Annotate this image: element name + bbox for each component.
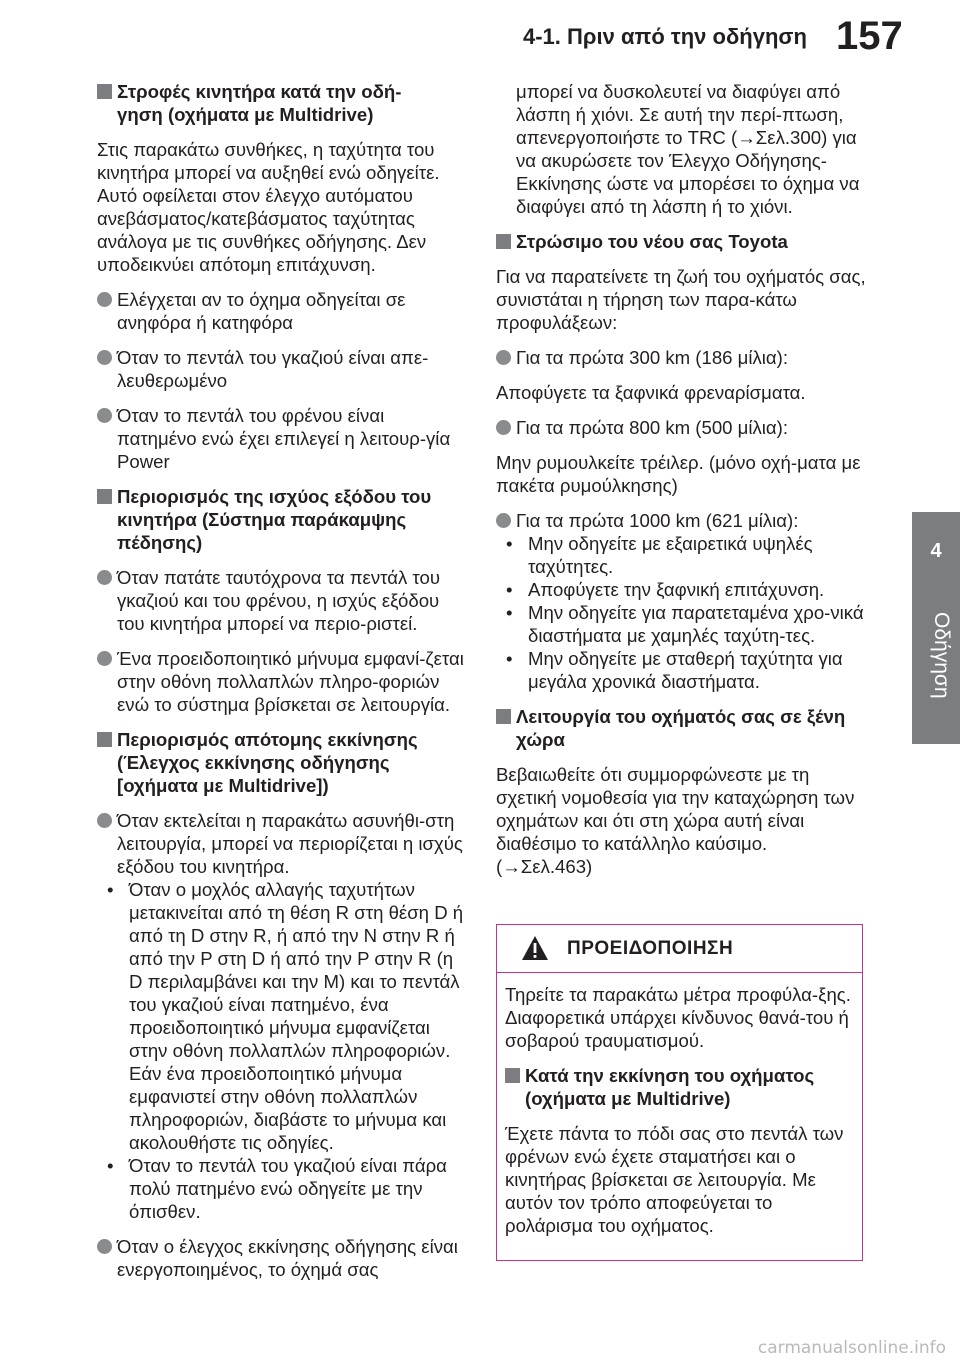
dot-item-text: Για τα πρώτα 1000 km (621 μίλια): bbox=[516, 510, 799, 531]
dot-item bbox=[97, 809, 465, 878]
bullet-text: Μην οδηγείτε με εξαιρετικά υψηλές ταχύτητες. bbox=[528, 533, 813, 577]
dot-item bbox=[97, 647, 465, 716]
bullet-item bbox=[496, 601, 866, 647]
square-bullet-icon bbox=[97, 489, 112, 504]
dot-bullet-icon bbox=[97, 813, 112, 828]
section-heading bbox=[97, 728, 465, 797]
section-heading bbox=[496, 230, 866, 253]
footer bbox=[0, 1332, 960, 1360]
dot-bullet-icon bbox=[496, 513, 511, 528]
paragraph: Στις παρακάτω συνθήκες, η ταχύτητα του κινητήρα μπορεί να αυξηθεί ενώ οδηγείτε. Αυτό οφείλεται στον έλεγχο αυτόματου ανεβάσματος/κατεβάσματος ταχύτητας ανάλογα με τις συνθήκες οδήγησης. Δεν υποδεικνύει απότομη επιτάχυνση. bbox=[97, 139, 440, 275]
bullet-list bbox=[97, 878, 465, 1223]
paragraph: Αποφύγετε τα ξαφνικά φρεναρίσματα. bbox=[496, 382, 806, 403]
bullet-text: Αποφύγετε την ξαφνική επιτάχυνση. bbox=[528, 579, 825, 600]
bullet-text: Όταν ο μοχλός αλλαγής ταχυτήτων μετακινείται από τη θέση R στη θέση D ή από τη D στην R, ή από την N στην R ή από την P στη D ή από την P στην R (η D περιλαμβάνει και την M) και το πεντάλ του γκαζιού είναι πατημένο, ένα προειδοποιητικό μήνυμα εμφανίζεται στην οθόνη πολλαπλών πληροφοριών. Εάν ένα προειδοποιητικό μήνυμα εμφανιστεί στην οθόνη πολλαπλών πληροφοριών, διαβάστε το μήνυμα και ακολουθήστε τις οδηγίες. bbox=[129, 879, 464, 1153]
section-heading bbox=[97, 485, 465, 554]
square-bullet-icon bbox=[97, 732, 112, 747]
dot-item bbox=[97, 288, 465, 334]
dot-bullet-icon bbox=[97, 570, 112, 585]
bullet-text: Όταν το πεντάλ του γκαζιού είναι πάρα πολύ πατημένο ενώ οδηγείτε με την όπισθεν. bbox=[129, 1155, 447, 1222]
bullet-mark: • bbox=[506, 579, 513, 600]
chapter-tab bbox=[912, 512, 960, 744]
dot-item bbox=[97, 1235, 465, 1281]
dot-bullet-icon bbox=[496, 350, 511, 365]
warning-paragraph: Τηρείτε τα παρακάτω μέτρα προφύλα-ξης. Διαφορετικά υπάρχει κίνδυνος θανά-του ή σοβαρού τραυματισμού. bbox=[505, 984, 851, 1051]
dot-item bbox=[97, 404, 465, 473]
dot-item-text: Ελέγχεται αν το όχημα οδηγείται σε ανηφόρα ή κατηφόρα bbox=[117, 289, 406, 333]
heading-text: Στροφές κινητήρα κατά την οδή- γηση (οχήματα με Multidrive) bbox=[117, 81, 402, 125]
bullet-item bbox=[496, 532, 866, 578]
chapter-label: Οδήγηση bbox=[930, 612, 953, 699]
bullet-list bbox=[496, 532, 866, 693]
left-column bbox=[97, 80, 465, 1293]
dot-item-text: Ένα προειδοποιητικό μήνυμα εμφανί-ζεται στην οθόνη πολλαπλών πληρο-φοριών ενώ το σύστημα βρίσκεται σε λειτουργία. bbox=[117, 648, 464, 715]
bullet-mark: • bbox=[107, 879, 114, 900]
bullet-mark: • bbox=[506, 533, 513, 554]
square-bullet-icon bbox=[97, 84, 112, 99]
dot-item-text: Όταν το πεντάλ του φρένου είναι πατημένο ενώ έχει επιλεγεί η λειτουρ-γία Power bbox=[117, 405, 451, 472]
page-header bbox=[0, 0, 960, 62]
dot-item-text: Για τα πρώτα 800 km (500 μίλια): bbox=[516, 417, 789, 438]
dot-item bbox=[496, 416, 866, 439]
bullet-item bbox=[97, 1154, 465, 1223]
dot-bullet-icon bbox=[97, 651, 112, 666]
dot-item bbox=[97, 566, 465, 635]
bullet-mark: • bbox=[506, 602, 513, 623]
paragraph: Για να παρατείνετε τη ζωή του οχήματός σας, συνιστάται η τήρηση των παρα-κάτω προφυλάξεων: bbox=[496, 266, 866, 333]
bullet-mark: • bbox=[107, 1155, 114, 1176]
dot-bullet-icon bbox=[496, 420, 511, 435]
bullet-text: Μην οδηγείτε με σταθερή ταχύτητα για μεγάλα χρονικά διαστήματα. bbox=[528, 648, 843, 692]
warning-box bbox=[496, 924, 863, 1261]
dot-item-text: Όταν το πεντάλ του γκαζιού είναι απε-λευθερωμένο bbox=[117, 347, 429, 391]
warning-title: ΠΡΟΕΙΔΟΠΟΙΗΣΗ bbox=[567, 938, 734, 959]
heading-text: Περιορισμός της ισχύος εξόδου του κινητήρα (Σύστημα παράκαμψης πέδησης) bbox=[117, 486, 432, 553]
dot-item bbox=[496, 346, 866, 369]
section-heading bbox=[97, 80, 465, 126]
warning-triangle-icon bbox=[521, 935, 549, 961]
bullet-mark: • bbox=[506, 648, 513, 669]
bullet-item bbox=[496, 647, 866, 693]
paragraph-continued: μπορεί να δυσκολευτεί να διαφύγει από λάσπη ή χιόνι. Σε αυτή την περί-πτωση, απενεργοποιήστε το TRC (→Σελ.300) για να ακυρώσετε τον Έλεγχο Οδήγησης-Εκκίνησης ώστε να μπορέσει το όχημα να διαφύγει από τη λάσπη ή το χιόνι. bbox=[516, 81, 860, 217]
heading-text: Λειτουργία του οχήματός σας σε ξένη χώρα bbox=[516, 706, 846, 750]
dot-item-text: Για τα πρώτα 300 km (186 μίλια): bbox=[516, 347, 789, 368]
dot-item-text: Όταν πατάτε ταυτόχρονα τα πεντάλ του γκαζιού και του φρένου, η ισχύς εξόδου του κινητήρα μπορεί να περιο-ριστεί. bbox=[117, 567, 441, 634]
dot-bullet-icon bbox=[97, 350, 112, 365]
warning-header bbox=[497, 925, 862, 973]
section-title: 4-1. Πριν από την οδήγηση bbox=[523, 24, 807, 49]
section-heading bbox=[496, 705, 866, 751]
right-column bbox=[496, 80, 866, 890]
dot-bullet-icon bbox=[97, 408, 112, 423]
square-bullet-icon bbox=[496, 234, 511, 249]
bullet-text: Μην οδηγείτε για παρατεταμένα χρο-νικά διαστήματα με χαμηλές ταχύτη-τες. bbox=[528, 602, 864, 646]
square-bullet-icon bbox=[496, 709, 511, 724]
page-number: 157 bbox=[836, 14, 903, 58]
square-bullet-icon bbox=[505, 1068, 520, 1083]
dot-item bbox=[496, 509, 866, 532]
dot-item-text: Όταν εκτελείται η παρακάτω ασυνήθι-στη λειτουργία, μπορεί να περιορίζεται η ισχύς εξόδου του κινητήρα. bbox=[117, 810, 463, 877]
heading-text: Κατά την εκκίνηση του οχήματος (οχήματα με Multidrive) bbox=[525, 1065, 815, 1109]
warning-body bbox=[497, 983, 862, 1249]
chapter-number: 4 bbox=[930, 540, 942, 562]
warning-paragraph: Έχετε πάντα το πόδι σας στο πεντάλ των φρένων ενώ έχετε σταματήσει και ο κινητήρας βρίσκεται σε λειτουργία. Με αυτόν τον τρόπο αποφεύγεται το ρολάρισμα του οχήματος. bbox=[505, 1123, 844, 1236]
heading-text: Περιορισμός απότομης εκκίνησης (Έλεγχος εκκίνησης οδήγησης [οχήματα με Multidrive]) bbox=[117, 729, 418, 796]
paragraph: Βεβαιωθείτε ότι συμμορφώνεστε με τη σχετική νομοθεσία για την καταχώρηση των οχημάτων και ότι στη χώρα αυτή είναι διαθέσιμο το κατάλληλο καύσιμο. (→Σελ.463) bbox=[496, 764, 855, 877]
watermark-text: carmanualsonline.info bbox=[757, 1338, 946, 1358]
dot-bullet-icon bbox=[97, 292, 112, 307]
dot-bullet-icon bbox=[97, 1239, 112, 1254]
heading-text: Στρώσιμο του νέου σας Toyota bbox=[516, 231, 788, 252]
dot-item bbox=[97, 346, 465, 392]
bullet-item bbox=[97, 878, 465, 1154]
warning-subheading bbox=[505, 1064, 854, 1110]
paragraph: Μην ρυμουλκείτε τρέιλερ. (μόνο οχή-ματα με πακέτα ρυμούλκησης) bbox=[496, 452, 861, 496]
dot-item-text: Όταν ο έλεγχος εκκίνησης οδήγησης είναι ενεργοποιημένος, το όχημά σας bbox=[117, 1236, 458, 1280]
bullet-item bbox=[496, 578, 866, 601]
